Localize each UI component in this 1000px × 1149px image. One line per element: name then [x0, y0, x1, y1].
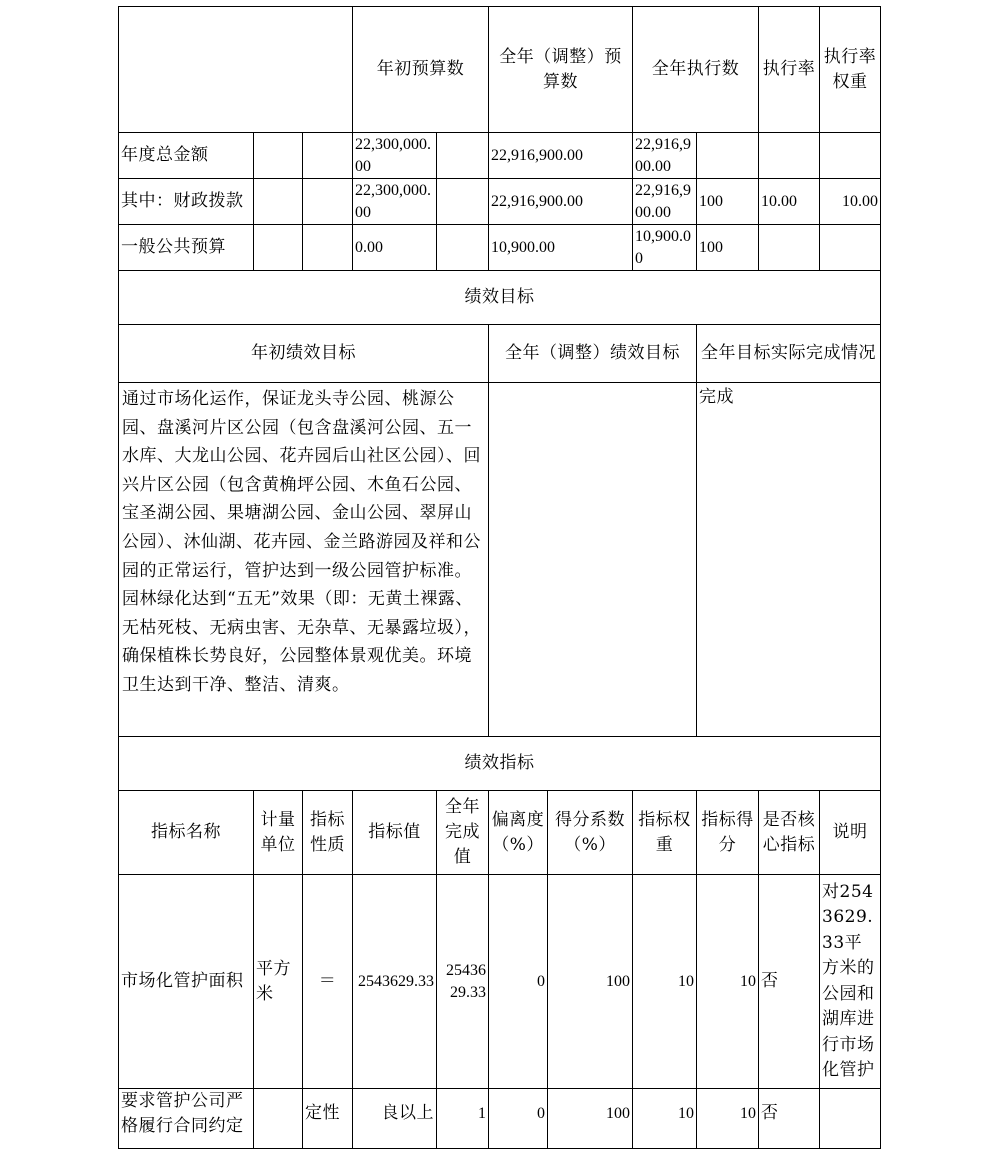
budget-row	[119, 179, 881, 225]
budget-row-name: 年度总金额	[119, 133, 254, 179]
budget-row	[119, 225, 881, 271]
indicator-core-header: 是否核心指标	[759, 791, 820, 875]
indicator-name-header: 指标名称	[119, 791, 254, 875]
indicator-row	[119, 1089, 881, 1149]
budget-rate	[697, 133, 759, 179]
indicator-value-header: 指标值	[353, 791, 437, 875]
budget-rate: 100	[697, 225, 759, 271]
indicator-coefficient: 100	[548, 1089, 633, 1149]
indicator-unit	[254, 1089, 303, 1149]
blank-header-cell	[119, 7, 353, 133]
indicator-weight: 10	[633, 875, 697, 1089]
adjusted-budget-header: 全年（调整）预算数	[489, 7, 633, 133]
adjusted-goal-text	[489, 383, 697, 737]
goals-section-title: 绩效目标	[119, 271, 881, 325]
indicator-deviation-header: 偏离度（%）	[489, 791, 548, 875]
indicator-nature: 定性	[303, 1089, 353, 1149]
budget-actual: 22,916,900.00	[633, 179, 697, 225]
indicator-weight-header: 指标权重	[633, 791, 697, 875]
indicator-weight: 10	[633, 1089, 697, 1149]
indicators-section-row	[119, 737, 881, 791]
indicator-unit: 平方米	[254, 875, 303, 1089]
budget-row	[119, 133, 881, 179]
indicator-core: 否	[759, 1089, 820, 1149]
indicator-note	[820, 1089, 881, 1149]
budget-score	[820, 225, 881, 271]
indicator-score-header: 指标得分	[697, 791, 759, 875]
budget-initial: 22,300,000.00	[353, 133, 437, 179]
budget-row-name: 其中：财政拨款	[119, 179, 254, 225]
indicator-deviation: 0	[489, 1089, 548, 1149]
goals-header-row	[119, 325, 881, 383]
budget-score: 10.00	[820, 179, 881, 225]
indicator-completed: 2543629.33	[437, 875, 489, 1089]
exec-rate-header: 执行率	[759, 7, 820, 133]
actual-executed-header: 全年执行数	[633, 7, 759, 133]
indicator-value: 2543629.33	[353, 875, 437, 1089]
budget-rate: 100	[697, 179, 759, 225]
indicator-score: 10	[697, 875, 759, 1089]
budget-adjusted: 22,916,900.00	[489, 179, 633, 225]
performance-report-page	[118, 6, 880, 1136]
indicator-name: 要求管护公司严格履行合同约定	[119, 1089, 254, 1149]
budget-adjusted: 10,900.00	[489, 225, 633, 271]
indicator-score: 10	[697, 1089, 759, 1149]
indicator-note: 对2543629.33平方米的公园和湖库进行市场化管护	[820, 875, 881, 1089]
indicator-name: 市场化管护面积	[119, 875, 254, 1089]
initial-goal-text: 通过市场化运作，保证龙头寺公园、桃源公园、盘溪河片区公园（包含盘溪河公园、五一水库、大龙山公园、花卉园后山社区公园）、回兴片区公园（包含黄桷坪公园、木鱼石公园、宝圣湖公园、果塘湖公园、金山公园、翠屏山公园）、沐仙湖、花卉园、金兰路游园及祥和公园的正常运行，管护达到一级公园管护标准。园林绿化达到“五无”效果（即：无黄土裸露、无枯死枝、无病虫害、无杂草、无暴露垃圾），确保植株长势良好，公园整体景观优美。环境卫生达到干净、整洁、清爽。	[119, 383, 489, 737]
indicator-unit-header: 计量单位	[254, 791, 303, 875]
budget-row-name: 一般公共预算	[119, 225, 254, 271]
goals-content-row	[119, 383, 881, 737]
budget-actual: 22,916,900.00	[633, 133, 697, 179]
goals-section-row	[119, 271, 881, 325]
budget-actual: 10,900.00	[633, 225, 697, 271]
initial-budget-header: 年初预算数	[353, 7, 489, 133]
indicator-deviation: 0	[489, 875, 548, 1089]
indicator-nature-header: 指标性质	[303, 791, 353, 875]
indicator-coefficient: 100	[548, 875, 633, 1089]
performance-table	[118, 6, 881, 1149]
indicators-header-row	[119, 791, 881, 875]
indicator-nature: ＝	[303, 875, 353, 1089]
indicator-core: 否	[759, 875, 820, 1089]
completion-text: 完成	[697, 383, 881, 737]
budget-weight: 10.00	[759, 179, 820, 225]
adjusted-goal-header: 全年（调整）绩效目标	[489, 325, 697, 383]
indicator-note-header: 说明	[820, 791, 881, 875]
indicators-section-title: 绩效指标	[119, 737, 881, 791]
budget-weight	[759, 225, 820, 271]
indicator-completed-header: 全年完成值	[437, 791, 489, 875]
budget-score	[820, 133, 881, 179]
indicator-completed: 1	[437, 1089, 489, 1149]
budget-initial: 0.00	[353, 225, 437, 271]
budget-adjusted: 22,916,900.00	[489, 133, 633, 179]
indicator-row	[119, 875, 881, 1089]
completion-header: 全年目标实际完成情况	[697, 325, 881, 383]
indicator-coefficient-header: 得分系数（%）	[548, 791, 633, 875]
budget-header-row	[119, 7, 881, 133]
indicator-value: 良以上	[353, 1089, 437, 1149]
budget-weight	[759, 133, 820, 179]
exec-weight-header: 执行率权重	[820, 7, 881, 133]
budget-initial: 22,300,000.00	[353, 179, 437, 225]
initial-goal-header: 年初绩效目标	[119, 325, 489, 383]
